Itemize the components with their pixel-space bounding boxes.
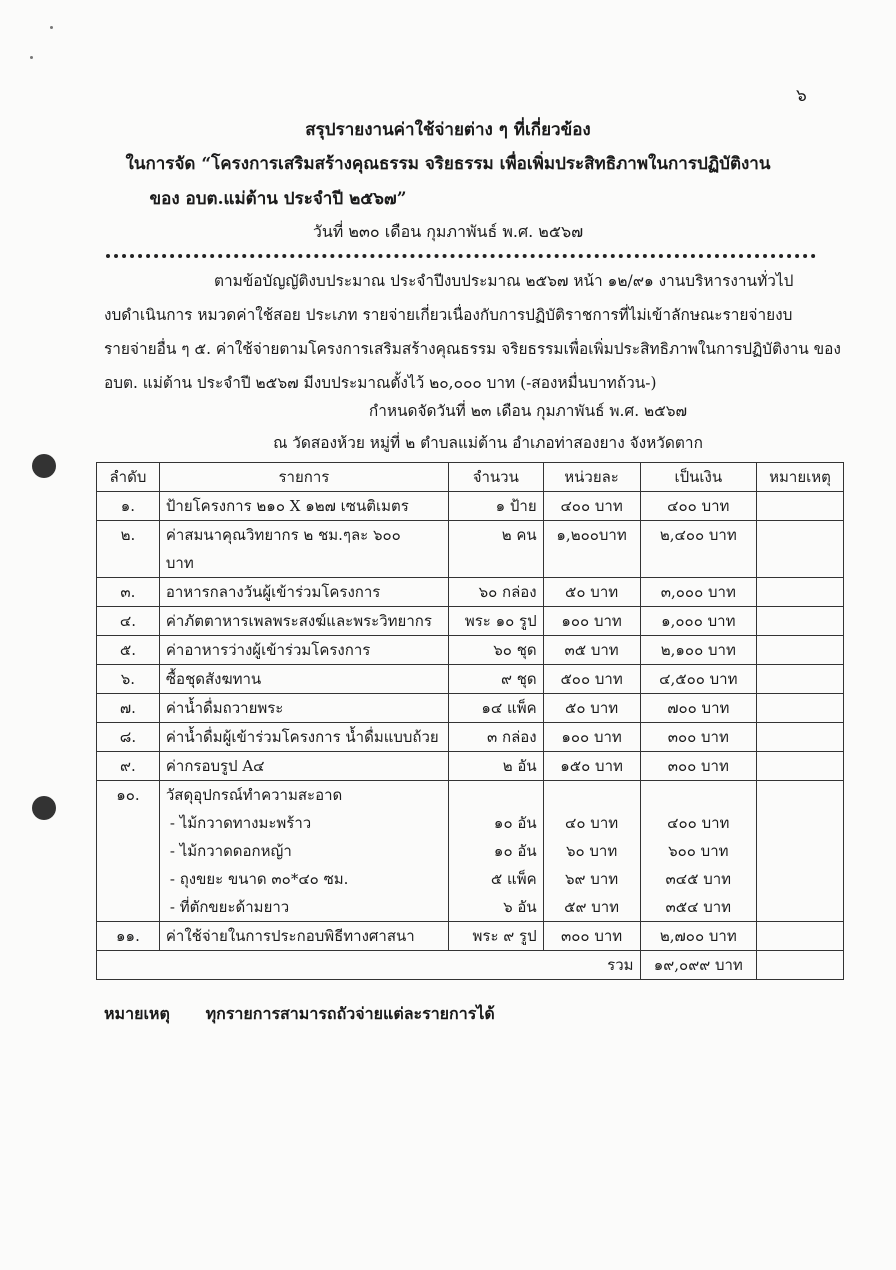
- total-amount: ๑๙,๐๙๙ บาท: [640, 951, 757, 980]
- cell-amount: ๓๐๐ บาท: [640, 723, 757, 752]
- cell-no: ๗.: [97, 694, 160, 723]
- sub-qty: ๕ แพ็ค: [490, 870, 537, 888]
- cell-amount: ๓,๐๐๐ บาท: [640, 578, 757, 607]
- cell-no: ๓.: [97, 578, 160, 607]
- cell-unit: [543, 781, 640, 922]
- cell-unit: ๓๕ บาท: [543, 636, 640, 665]
- table-row: [97, 694, 844, 723]
- header-note: หมายเหตุ: [757, 463, 844, 492]
- sub-item: - ถุงขยะ ขนาด ๓๐*๔๐ ซม.: [169, 870, 349, 888]
- cell-qty: ๒ คน: [448, 521, 543, 578]
- sub-amount: ๖๐๐ บาท: [668, 842, 729, 860]
- header-no: ลำดับ: [97, 463, 160, 492]
- cell-unit: ๑๐๐ บาท: [543, 723, 640, 752]
- table-row: [97, 521, 844, 578]
- cell-amount: ๓๐๐ บาท: [640, 752, 757, 781]
- cell-no: ๖.: [97, 665, 160, 694]
- cell-item-line: บาท: [165, 554, 194, 572]
- cell-unit: ๕๐๐ บาท: [543, 665, 640, 694]
- cell-item: อาหารกลางวันผู้เข้าร่วมโครงการ: [159, 578, 448, 607]
- cell-unit: ๓๐๐ บาท: [543, 922, 640, 951]
- footnote: [104, 1002, 495, 1027]
- cell-qty: [448, 781, 543, 922]
- header-item: รายการ: [159, 463, 448, 492]
- sub-unit: ๔๐ บาท: [565, 814, 619, 832]
- cell-no: ๒.: [97, 521, 160, 578]
- cell-item-line: วัสดุอุปกรณ์ทำความสะอาด: [165, 786, 343, 804]
- document-title-line-1: สรุปรายงานค่าใช้จ่ายต่าง ๆ ที่เกี่ยวข้อง: [305, 120, 591, 140]
- cell-note: [757, 578, 844, 607]
- paragraph-line: อบต. แม่ต้าน ประจำปี ๒๕๖๗ มีงบประมาณตั้งไว้ ๒๐,๐๐๐ บาท (-สองหมื่นบาทถ้วน-): [104, 374, 657, 392]
- table-row: [97, 492, 844, 521]
- cell-no: ๑.: [97, 492, 160, 521]
- venue-line: ณ วัดสองห้วย หมู่ที่ ๒ ตำบลแม่ต้าน อำเภอท่าสองยาง จังหวัดตาก: [273, 434, 703, 452]
- cell-qty: ๑๔ แพ็ค: [448, 694, 543, 723]
- table-row: [97, 781, 844, 922]
- punch-hole: [32, 796, 56, 820]
- cell-item: [159, 781, 448, 922]
- cell-note: [757, 521, 844, 578]
- cell-qty: ๖๐ กล่อง: [448, 578, 543, 607]
- header-qty: จำนวน: [448, 463, 543, 492]
- cell-no: ๘.: [97, 723, 160, 752]
- table-row: [97, 752, 844, 781]
- page-number: ๖: [796, 86, 807, 106]
- total-label: รวม: [97, 951, 641, 980]
- cell-item: ค่าภัตตาหารเพลพระสงฆ์และพระวิทยากร: [159, 607, 448, 636]
- cell-amount: [640, 781, 757, 922]
- cell-amount: ๒,๑๐๐ บาท: [640, 636, 757, 665]
- footnote-text: ทุกรายการสามารถถัวจ่ายแต่ละรายการได้: [205, 1004, 495, 1023]
- cell-unit: ๕๐ บาท: [543, 694, 640, 723]
- paragraph-line: รายจ่ายอื่น ๆ ๕. ค่าใช้จ่ายตามโครงการเสริมสร้างคุณธรรม จริยธรรมเพื่อเพิ่มประสิทธิภาพในการปฏิบัติงาน ของ: [104, 340, 841, 358]
- expense-table: [96, 462, 844, 980]
- sub-qty: ๑๐ อัน: [493, 814, 537, 832]
- cell-no: ๑๑.: [97, 922, 160, 951]
- cell-amount: ๔๐๐ บาท: [640, 492, 757, 521]
- cell-item: [159, 521, 448, 578]
- cell-qty: พระ ๑๐ รูป: [448, 607, 543, 636]
- cell-unit: ๑๕๐ บาท: [543, 752, 640, 781]
- cell-note: [757, 951, 844, 980]
- cell-note: [757, 492, 844, 521]
- table-row: [97, 607, 844, 636]
- cell-item: ค่าใช้จ่ายในการประกอบพิธีทางศาสนา: [159, 922, 448, 951]
- sub-item: - ที่ตักขยะด้ามยาว: [169, 898, 290, 916]
- cell-note: [757, 665, 844, 694]
- cell-unit: ๑๐๐ บาท: [543, 607, 640, 636]
- cell-no: ๔.: [97, 607, 160, 636]
- dotted-divider: [106, 254, 816, 258]
- cell-item: ซื้อชุดสังฆทาน: [159, 665, 448, 694]
- sub-qty: ๖ อัน: [503, 898, 537, 916]
- cell-note: [757, 922, 844, 951]
- sub-amount: ๔๐๐ บาท: [667, 814, 730, 832]
- sub-qty: ๑๐ อัน: [493, 842, 537, 860]
- table-row: [97, 578, 844, 607]
- cell-qty: ๒ อัน: [448, 752, 543, 781]
- cell-qty: ๓ กล่อง: [448, 723, 543, 752]
- cell-qty: ๙ ชุด: [448, 665, 543, 694]
- cell-item: ป้ายโครงการ ๒๑๐ X ๑๒๗ เซนติเมตร: [159, 492, 448, 521]
- cell-item: ค่ากรอบรูป A๔: [159, 752, 448, 781]
- cell-qty: ๑ ป้าย: [448, 492, 543, 521]
- cell-item: ค่าอาหารว่างผู้เข้าร่วมโครงการ: [159, 636, 448, 665]
- sub-item: - ไม้กวาดดอกหญ้า: [169, 842, 292, 860]
- cell-amount: ๑,๐๐๐ บาท: [640, 607, 757, 636]
- table-row: [97, 636, 844, 665]
- cell-note: [757, 636, 844, 665]
- table-header-row: [97, 463, 844, 492]
- cell-unit: ๕๐ บาท: [543, 578, 640, 607]
- scan-speck: [50, 26, 53, 29]
- table-row: [97, 723, 844, 752]
- document-title-line-3: ของ อบต.แม่ต้าน ประจำปี ๒๕๖๗”: [149, 189, 407, 209]
- sub-amount: ๓๔๕ บาท: [665, 870, 732, 888]
- table-row: [97, 922, 844, 951]
- cell-note: [757, 752, 844, 781]
- table-row: [97, 665, 844, 694]
- cell-amount: ๒,๔๐๐ บาท: [640, 521, 757, 578]
- header-amount: เป็นเงิน: [640, 463, 757, 492]
- cell-item: ค่าน้ำดื่มผู้เข้าร่วมโครงการ น้ำดื่มแบบถ้วย: [159, 723, 448, 752]
- sub-amount: ๓๕๔ บาท: [665, 898, 732, 916]
- cell-no: ๕.: [97, 636, 160, 665]
- cell-note: [757, 694, 844, 723]
- cell-amount: ๔,๕๐๐ บาท: [640, 665, 757, 694]
- cell-item: ค่าน้ำดื่มถวายพระ: [159, 694, 448, 723]
- cell-amount: ๒,๗๐๐ บาท: [640, 922, 757, 951]
- cell-note: [757, 607, 844, 636]
- cell-qty: พระ ๙ รูป: [448, 922, 543, 951]
- paragraph-line: ตามข้อบัญญัติงบประมาณ ประจำปีงบประมาณ ๒๕๖๗ หน้า ๑๒/๙๑ งานบริหารงานทั่วไป: [214, 272, 794, 290]
- cell-item-line: ค่าสมนาคุณวิทยากร ๒ ชม.ๆละ ๖๐๐: [165, 526, 401, 544]
- budget-paragraph: [104, 264, 841, 400]
- sub-unit: ๕๙ บาท: [564, 898, 620, 916]
- schedule-line: กำหนดจัดวันที่ ๒๓ เดือน กุมภาพันธ์ พ.ศ. ๒๕๖๗: [368, 402, 688, 420]
- paragraph-line: งบดำเนินการ หมวดค่าใช้สอย ประเภท รายจ่ายเกี่ยวเนื่องกับการปฏิบัติราชการที่ไม่เข้าลักษณะรายจ่ายงบ: [104, 306, 793, 324]
- sub-unit: ๖๐ บาท: [565, 842, 618, 860]
- footnote-label: หมายเหตุ: [104, 1004, 170, 1023]
- total-row: [97, 951, 844, 980]
- cell-no: ๑๐.: [97, 781, 160, 922]
- cell-note: [757, 781, 844, 922]
- sub-unit: ๖๙ บาท: [565, 870, 619, 888]
- scan-speck: [30, 56, 33, 59]
- cell-note: [757, 723, 844, 752]
- document-date: วันที่ ๒๓๐ เดือน กุมภาพันธ์ พ.ศ. ๒๕๖๗: [312, 222, 584, 241]
- cell-qty: ๖๐ ชุด: [448, 636, 543, 665]
- document-title-line-2: ในการจัด “โครงการเสริมสร้างคุณธรรม จริยธรรม เพื่อเพิ่มประสิทธิภาพในการปฏิบัติงาน: [125, 154, 771, 174]
- sub-item: - ไม้กวาดทางมะพร้าว: [169, 814, 312, 832]
- cell-unit: ๑,๒๐๐บาท: [543, 521, 640, 578]
- cell-no: ๙.: [97, 752, 160, 781]
- punch-hole: [32, 454, 56, 478]
- header-unit: หน่วยละ: [543, 463, 640, 492]
- cell-amount: ๗๐๐ บาท: [640, 694, 757, 723]
- cell-unit: ๔๐๐ บาท: [543, 492, 640, 521]
